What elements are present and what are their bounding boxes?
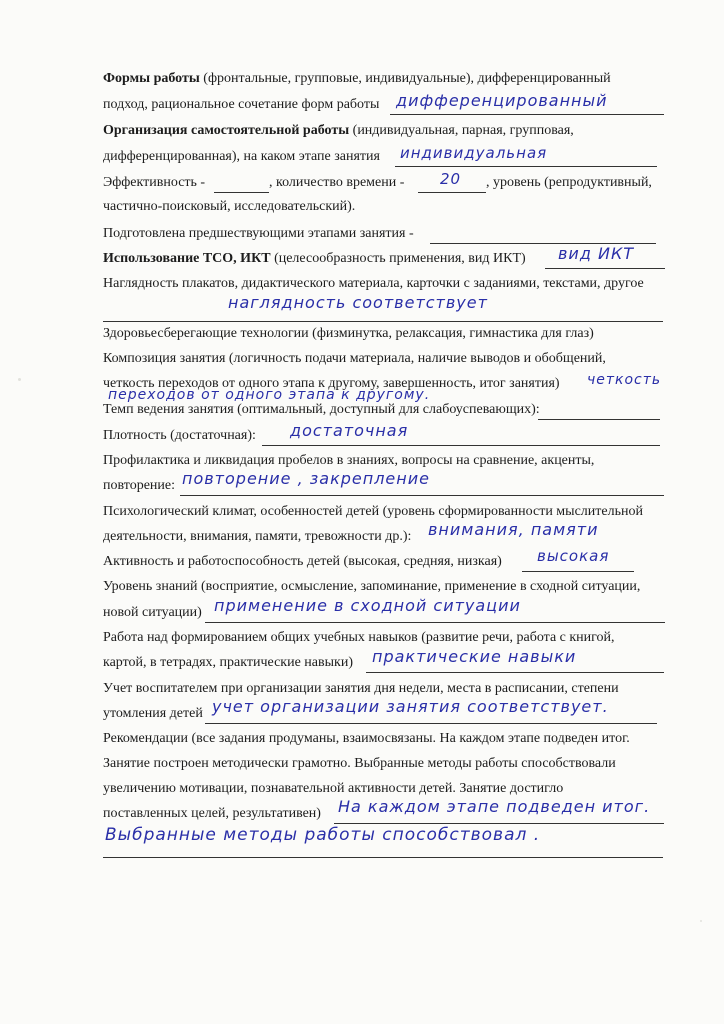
forms-of-work-label: Формы работы (103, 71, 200, 86)
psych-climate-text: Психологический климат, особенностей детей (уровень сформированности мыслительной (103, 504, 643, 519)
visual-aids-text: Наглядность плакатов, дидактического материала, карточки с заданиями, текстами, другое (103, 276, 644, 291)
recommendations-text-2: Занятие построен методически грамотно. Выбранные методы работы способствовали (103, 756, 616, 771)
recommendations-answer: На каждом этапе подведен итог. (338, 797, 651, 816)
fatigue-label: утомления детей (103, 706, 203, 721)
psych-climate-details: деятельности, внимания, памяти, тревожности др.): (103, 529, 412, 544)
repetition-answer: повторение , закрепление (182, 469, 430, 488)
independent-work-label: Организация самостоятельной работы (103, 123, 350, 138)
forms-combination-text: подход, рациональное сочетание форм работы (103, 97, 380, 112)
density-label: Плотность (достаточная): (103, 428, 256, 443)
transitions-text: четкость переходов от одного этапа к другому, завершенность, итог занятия) (103, 376, 560, 391)
repetition-label: повторение: (103, 478, 175, 493)
psych-climate-answer: внимания, памяти (428, 520, 599, 539)
time-amount-answer: 20 (440, 170, 462, 188)
transitions-answer-continued: переходов от одного этапа к другому. (108, 387, 431, 403)
independent-work-stage-text: дифференцированная), на каком этапе занятия (103, 149, 380, 164)
tso-ikt-answer: вид ИКТ (558, 244, 635, 263)
prepared-by-previous-label: Подготовлена предшествующими этапами занятия - (103, 226, 414, 241)
effectiveness-field[interactable] (214, 174, 269, 193)
level-options-text: частично-поисковый, исследовательский). (103, 199, 356, 214)
forms-combination-answer: дифференцированный (396, 91, 608, 110)
tempo-field[interactable] (538, 401, 660, 420)
scan-artifact (700, 920, 702, 922)
level-label: , уровень (репродуктивный, (486, 175, 652, 190)
transitions-answer: четкость (587, 372, 662, 388)
visual-aids-answer: наглядность соответствует (228, 293, 488, 312)
learning-skills-answer: практические навыки (372, 647, 577, 666)
forms-of-work-heading (103, 70, 611, 88)
scan-artifact (18, 378, 21, 381)
independent-work-text: (индивидуальная, парная, групповая, (349, 123, 574, 138)
time-amount-label: , количество времени - (269, 175, 405, 190)
forms-of-work-text: (фронтальные, групповые, индивидуальные), дифференцированный (199, 71, 611, 86)
recommendations-text-3: увеличению мотивации, познавательной активности детей. Занятие достигло (103, 781, 564, 796)
recommendations-text-4: поставленных целей, результативен) (103, 806, 321, 821)
knowledge-level-text: Уровень знаний (восприятие, осмысление, запоминание, применение в сходной ситуации, (103, 579, 641, 594)
independent-work-stage-answer: индивидуальная (400, 144, 548, 162)
learning-skills-details: картой, в тетрадях, практические навыки) (103, 655, 353, 670)
recommendations-answer-2: Выбранные методы работы способствовал . (105, 825, 541, 845)
independent-work-heading (103, 122, 574, 140)
tso-ikt-label: Использование ТСО, ИКТ (103, 251, 271, 266)
teacher-accounting-text: Учет воспитателем при организации занятия дня недели, места в расписании, степени (103, 681, 619, 696)
tempo-text: Темп ведения занятия (оптимальный, доступный для слабоуспевающих): (103, 402, 540, 417)
composition-text: Композиция занятия (логичность подачи материала, наличие выводов и обобщений, (103, 351, 606, 366)
prepared-by-previous-field[interactable] (430, 225, 656, 244)
effectiveness-label: Эффективность - (103, 175, 206, 190)
activity-text: Активность и работоспособность детей (высокая, средняя, низкая) (103, 554, 502, 569)
gaps-prevention-text: Профилактика и ликвидация пробелов в знаниях, вопросы на сравнение, акценты, (103, 453, 595, 468)
health-tech-text: Здоровьесберегающие технологии (физминутка, релаксация, гимнастика для глаз) (103, 326, 594, 341)
knowledge-level-details: новой ситуации) (103, 605, 202, 620)
activity-answer: высокая (537, 547, 610, 565)
tso-ikt-text: (целесообразность применения, вид ИКТ) (270, 251, 526, 266)
tso-ikt-heading (103, 250, 526, 268)
knowledge-level-answer: применение в сходной ситуации (214, 596, 521, 615)
learning-skills-text: Работа над формированием общих учебных навыков (развитие речи, работа с книгой, (103, 630, 615, 645)
density-answer: достаточная (290, 421, 409, 440)
fatigue-answer: учет организации занятия соответствует. (212, 697, 609, 716)
recommendations-text: Рекомендации (все задания продуманы, взаимосвязаны. На каждом этапе подведен итог. (103, 731, 630, 746)
